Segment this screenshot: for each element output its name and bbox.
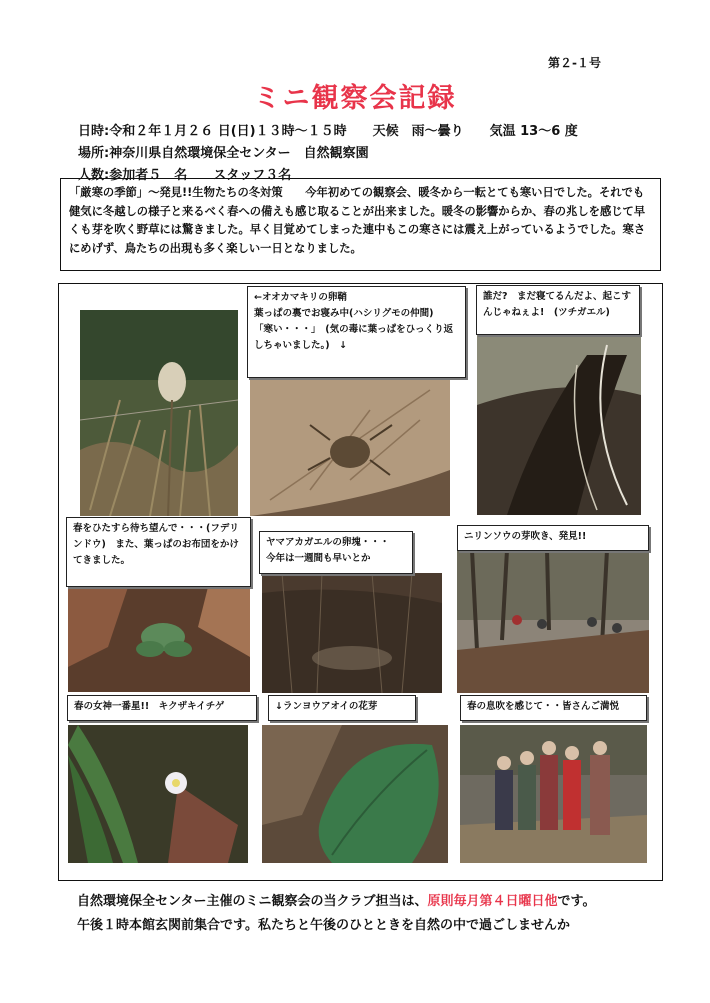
caption-mantis-line1: ←オオカマキリの卵鞘 — [254, 292, 347, 303]
footer-line2: 午後１時本館玄関前集合です。私たちと午後のひとときを自然の中で過ごしませんか — [77, 918, 570, 933]
caption-group: 春の息吹を感じて・・皆さんご満悦 — [460, 695, 647, 721]
photo-mantis-egg-case — [80, 310, 238, 516]
photo-fuderindou — [68, 587, 250, 692]
caption-ranyou: ↓ランヨウアオイの花芽 — [268, 695, 416, 721]
caption-nirinsou: ニリンソウの芽吹き、発見!! — [457, 525, 649, 551]
photo-kikuzaki-ichige — [68, 725, 248, 863]
photo-spider-leaf — [250, 380, 450, 516]
caption-frog: 誰だ? まだ寝てるんだよ、起こすんじゃねぇよ! (ツチガエル) — [476, 285, 640, 335]
footer-line1 — [77, 890, 595, 909]
footer-text-a: 自然環境保全センター主催のミニ観察会の当クラブ担当は、 — [77, 894, 428, 909]
summary-box: 「厳寒の季節」～発見!!生物たちの冬対策 今年初めての観察会、暖冬から一転とても寒い日でした。それでも健気に冬越しの様子と来るべく春への備えも感じ取ることが出来ました。暖冬の影響からか、春の兆しを感じて早くも芽を吹く野草には驚きました。早く目覚めてしまった連中もこの寒さには震え上がっているようでした。寒さにめげず、鳥たちの出現も多く楽しい一日となりました。 — [60, 178, 661, 271]
caption-mantis-spider — [247, 286, 466, 378]
caption-mantis-line2: 葉っぱの裏でお寝み中(ハシリグモの仲間) — [254, 308, 434, 319]
caption-mantis-line3: 「寒い・・・」 (気の毒に葉っぱをひっくり返しちゃいました。) ↓ — [254, 324, 454, 351]
caption-frog-eggs — [259, 531, 413, 574]
info-location: 場所:神奈川県自然環境保全センター 自然観察園 — [78, 146, 369, 161]
info-attendance: 人数:参加者５ 名 スタッフ３名 — [78, 168, 292, 183]
caption-fuderindou: 春をひたすら待ち望んで・・・(フデリンドウ) また、葉っぱのお布団をかけてきました。 — [66, 517, 251, 587]
footer-text-c: です。 — [557, 894, 596, 909]
photo-nirinsou-path — [457, 550, 649, 693]
caption-eggs-line2: 今年は一週間も早いとか — [266, 553, 371, 564]
caption-eggs-line1: ヤマアカガエルの卵塊・・・ — [266, 537, 390, 548]
issue-number: 第２-１号 — [548, 56, 601, 70]
info-datetime-weather: 日時:令和２年１月２６ 日(日)１３時～１５時 天候 雨～曇り 気温 13～6 度 — [78, 124, 578, 139]
footer-schedule-highlight: 原則毎月第４日曜日他 — [427, 894, 558, 909]
photo-frog-log — [477, 335, 641, 515]
page-title: ミニ観察会記録 — [253, 83, 457, 114]
photo-ranyou-aoi — [262, 725, 448, 863]
photo-group — [460, 725, 647, 863]
caption-kikuzaki: 春の女神一番星!! キクザキイチゲ — [67, 695, 257, 721]
photo-frog-eggs — [262, 573, 442, 693]
